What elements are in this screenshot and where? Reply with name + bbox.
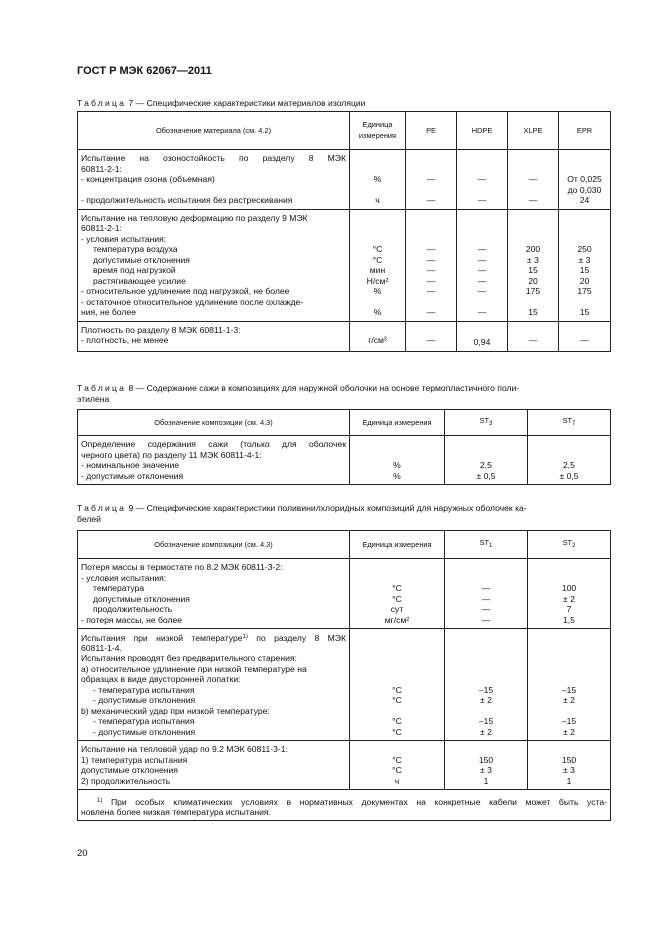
col-header-composition: Обозначение композиции (см. 4.3)	[78, 531, 350, 559]
st1-cell: –15 ± 2 –15 ± 2	[445, 629, 528, 741]
table-row	[78, 321, 611, 351]
col-header-st1: $ST_1$	[445, 531, 528, 559]
st3-cell: 2,5 ± 0,5	[445, 436, 528, 485]
unit-cell: г/см³	[350, 321, 406, 351]
col-header-xlpe: XLPE	[508, 112, 559, 150]
col-header-unit: Единица измерения	[350, 112, 406, 150]
unit-cell: °C °C мин Н/см² % %	[350, 209, 406, 321]
footnote-line-2: новлена более низкая температура испытания.	[81, 806, 271, 817]
unit-cell: % ч	[350, 150, 406, 210]
description-cell: Испытание на тепловую деформацию по разделу 9 МЭК 60811-2-1: - условия испытания: температура воздуха допустимые отклонения время под нагрузкой растягивающее усилие - относительное удлинение под нагрузкой, не более - остаточное относительное удлинение после охлажде- ния, не более	[78, 209, 350, 321]
xlpe-cell: —	[508, 321, 559, 351]
table-row	[78, 209, 611, 321]
col-header-st2: $ST_2$	[528, 531, 611, 559]
epr-cell: От 0,025 до 0,030 24	[559, 150, 611, 210]
col-header-st3: $ST_3$	[445, 410, 528, 436]
unit-cell: °C °C ч	[350, 741, 445, 790]
pe-cell: —	[406, 321, 457, 351]
table-9-caption	[77, 503, 610, 524]
table-word: Таблица	[77, 383, 127, 393]
table-8	[77, 409, 611, 485]
st1-cell: 150 ± 3 1	[445, 741, 528, 790]
hdpe-cell: — — — — — —	[457, 209, 508, 321]
table-word: Таблица	[77, 503, 127, 513]
page-number: 20	[77, 848, 88, 859]
col-header-st7: $ST_7$	[528, 410, 611, 436]
unit-cell: % %	[350, 436, 445, 485]
footnote-row	[78, 790, 611, 821]
col-header-pe: PE	[406, 112, 457, 150]
col-header-unit: Единица измерения	[350, 531, 445, 559]
description-cell: Испытание на озоностойкость по разделу 8 МЭК 60811-2-1: - концентрация озона (объемная) - продолжительность испытания без растрескивания	[78, 150, 350, 210]
description-cell: Плотность по разделу 8 МЭК 60811-1-3: - плотность, не менее	[78, 321, 350, 351]
table-row	[78, 629, 611, 741]
st2-cell: 100 ± 2 7 1,5	[528, 559, 611, 629]
st7-cell: 2,5 ± 0,5	[528, 436, 611, 485]
description-cell: Испытания при низкой температуре$^{1)}$ по разделу 8 МЭК 60811-1-4. Испытания проводят без предварительного старения: а) относительное удлинение при низкой температуре на образцах в виде двусторонней лопатки: - температура испытания - допустимые отклонения b) механический удар при низкой температуре: - температура испытания - допустимые отклонения	[78, 629, 350, 741]
col-header-material: Обозначение материала (см. 4.2)	[78, 112, 350, 150]
st1-cell: — — — —	[445, 559, 528, 629]
description-cell: Определение содержания сажи (только для оболочек черного цвета) по разделу 11 МЭК 60811-4-1: - номинальное значение - допустимые отклонения	[78, 436, 350, 485]
table-row	[78, 436, 611, 485]
hdpe-cell: — —	[457, 150, 508, 210]
epr-cell: —	[559, 321, 611, 351]
table-7-title: 7 — Специфические характеристики материалов изоляции	[128, 98, 366, 108]
pe-cell: — —	[406, 150, 457, 210]
table-row	[78, 559, 611, 629]
table-8-title-line-1: 8 — Содержание сажи в композициях для наружной оболочки на основе термопластичного поли-	[128, 383, 520, 393]
unit-cell: °C °C сут мг/см²	[350, 559, 445, 629]
table-9	[77, 530, 611, 821]
epr-cell: 250 ± 3 15 20 175 15	[559, 209, 611, 321]
table-9-title-line-1: 9 — Специфические характеристики поливинилхлоридных композиций для наружных оболочек ка-	[128, 503, 527, 513]
description-cell: Испытание на тепловой удар по 9.2 МЭК 60811-3-1: 1) температура испытания допустимые отклонения 2) продолжительность	[78, 741, 350, 790]
table-word: Таблица	[77, 98, 127, 108]
document-id: ГОСТ Р МЭК 62067—2011	[77, 65, 212, 77]
xlpe-cell: 200 ± 3 15 20 175 15	[508, 209, 559, 321]
footnote-mark: 1)	[97, 798, 103, 804]
col-header-composition: Обозначение композиции (см. 4.3)	[78, 410, 350, 436]
table-9-title-line-2: белей	[77, 513, 101, 524]
table-8-title-line-2: этилена	[77, 393, 110, 404]
st2-cell: 150 ± 3 1	[528, 741, 611, 790]
table-row	[78, 150, 611, 210]
footnote-line-1: При особых климатических условиях в нормативных документах на конкретные кабели может быть уста-	[110, 797, 608, 807]
st2-cell: –15 ± 2 –15 ± 2	[528, 629, 611, 741]
pe-cell: — — — — — —	[406, 209, 457, 321]
table-row	[78, 741, 611, 790]
col-header-unit: Единица измерения	[350, 410, 445, 436]
col-header-epr: EPR	[559, 112, 611, 150]
table-8-caption	[77, 383, 610, 404]
table-7-caption	[77, 98, 365, 109]
footnote-cell	[78, 790, 611, 821]
col-header-hdpe: HDPE	[457, 112, 508, 150]
hdpe-cell: 0,94	[457, 321, 508, 351]
table-7	[77, 111, 611, 352]
xlpe-cell: — —	[508, 150, 559, 210]
description-cell: Потеря массы в термостате по 8.2 МЭК 60811-3-2: - условия испытания: температура допустимые отклонения продолжительность - потеря массы, не более	[78, 559, 350, 629]
unit-cell: °C °C °C °C	[350, 629, 445, 741]
